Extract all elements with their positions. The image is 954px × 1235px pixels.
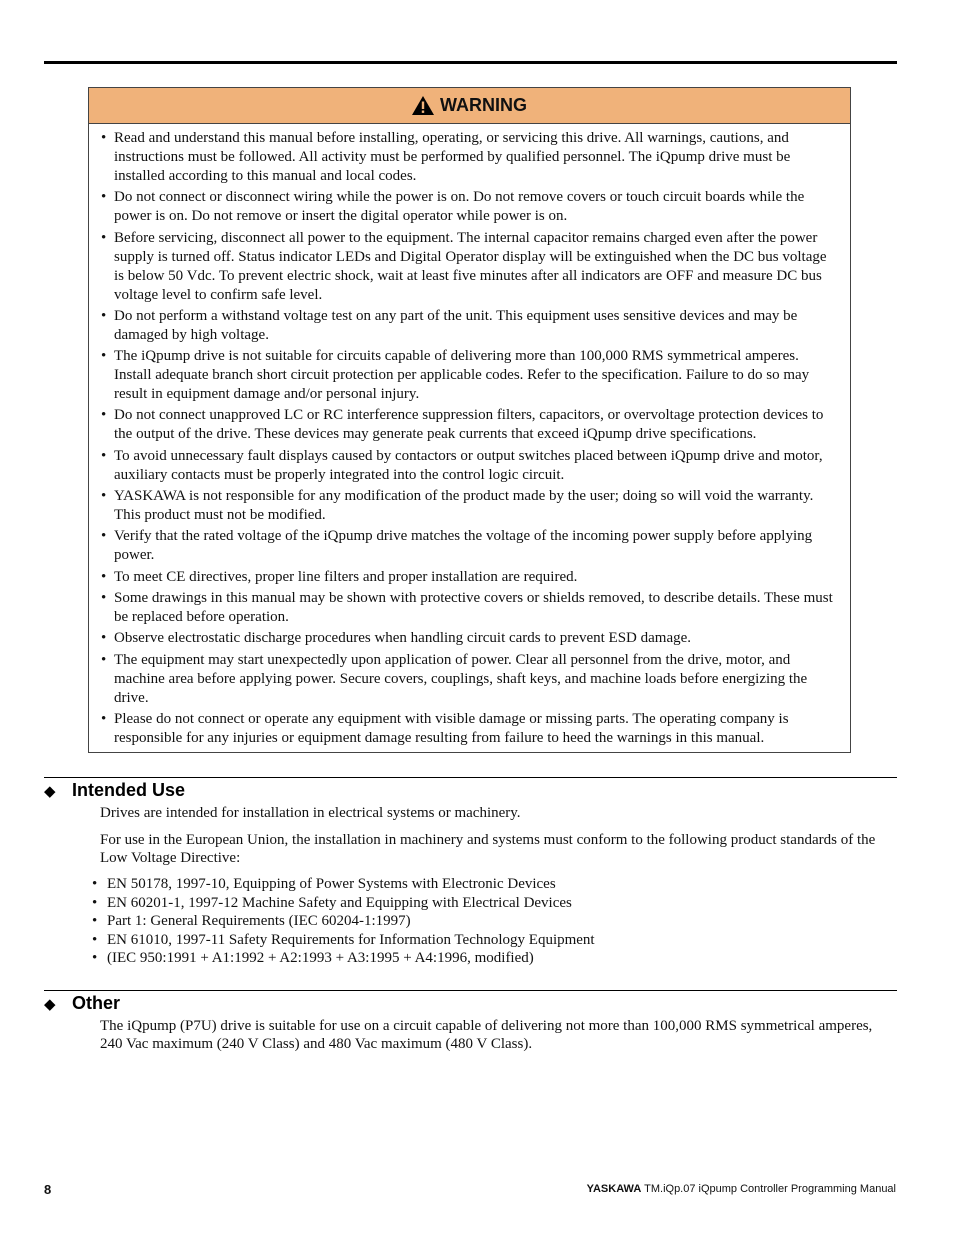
warning-item: • Do not connect or disconnect wiring while the power is on. Do not remove covers or touch circuit boards while the power is on. Do not remove or insert the digital operator while power is on. [99,188,840,226]
intended-use-paragraph: Drives are intended for installation in electrical systems or machinery. [100,805,521,821]
warning-item: • Do not connect unapproved LC or RC interference suppression filters, capacitors, or overvoltage protection devices to the output of the drive. These devices may generate peak currents that exceed iQpump drive specifications. [99,406,840,444]
diamond-bullet-icon: ◆ [44,995,56,1013]
footer [587,1183,896,1195]
footer-brand: YASKAWA [586,1183,642,1195]
warning-item: • To avoid unnecessary fault displays caused by contactors or output switches placed between iQpump drive and motor, auxiliary contacts must be properly integrated into the control logic circuit. [99,447,840,485]
warning-box [88,87,851,753]
warning-title: WARNING [440,95,527,115]
intended-use-heading [44,780,185,801]
standards-list-item: • (IEC 950:1991 + A1:1992 + A2:1993 + A3:1995 + A4:1996, modified) [92,949,595,968]
standards-list-item: • EN 50178, 1997-10, Equipping of Power Systems with Electronic Devices [92,875,595,894]
warning-item: • Do not perform a withstand voltage test on any part of the unit. This equipment uses sensitive devices and may be damaged by high voltage. [99,307,840,345]
section-heading-text: Other [72,993,121,1013]
warning-header [89,88,850,124]
warning-item: • Before servicing, disconnect all power to the equipment. The internal capacitor remains charged even after the power supply is turned off. Status indicator LEDs and Digital Operator display will be extinguished when the DC bus voltage is below 50 Vdc. To prevent electric shock, wait at least five minutes after all indicators are OFF and measure DC bus voltage level to confirm safe level. [99,229,840,305]
section-rule [44,990,897,991]
warning-item: • The iQpump drive is not suitable for circuits capable of delivering more than 100,000 RMS symmetrical amperes. Install adequate branch short circuit protection per applicable codes. Refer to the specification. Failure to do so may result in equipment damage and/or personal injury. [99,347,840,404]
warning-item: • Some drawings in this manual may be shown with protective covers or shields removed, to describe details. These must be replaced before operation. [99,589,840,627]
warning-item: • To meet CE directives, proper line filters and proper installation are required. [99,568,840,587]
warning-item: • The equipment may start unexpectedly upon application of power. Clear all personnel from the drive, motor, and machine area before applying power. Secure covers, couplings, shaft keys, and machine loads before energizing the drive. [99,651,840,708]
page-number: 8 [44,1182,52,1197]
other-paragraph: The iQpump (P7U) drive is suitable for use on a circuit capable of delivering not more than 100,000 RMS symmetrical amperes, 240 Vac maximum (240 V Class) and 480 Vac maximum (480 V Class). [100,1018,873,1052]
standards-list-item: • EN 60201-1, 1997-12 Machine Safety and Equipping with Electrical Devices [92,894,595,913]
warning-triangle-icon [412,96,434,115]
section-heading-text: Intended Use [72,780,186,800]
standards-list-item: • Part 1: General Requirements (IEC 60204-1:1997) [92,912,595,931]
intended-use-paragraph: For use in the European Union, the installation in machinery and systems must conform to the following product standards of the Low Voltage Directive: [100,832,876,866]
standards-list [92,875,595,968]
warning-item: • YASKAWA is not responsible for any modification of the product made by the user; doing so will void the warranty. This product must not be modified. [99,487,840,525]
warning-item: • Please do not connect or operate any equipment with visible damage or missing parts. The operating company is responsible for any injuries or equipment damage resulting from failure to heed the warnings in this manual. [99,710,840,748]
warning-list [89,124,850,748]
section-rule [44,777,897,778]
diamond-bullet-icon: ◆ [44,782,56,800]
warning-item: • Verify that the rated voltage of the iQpump drive matches the voltage of the incoming power supply before applying power. [99,527,840,565]
warning-item: • Read and understand this manual before installing, operating, or servicing this drive. All warnings, cautions, and instructions must be followed. All activity must be performed by qualified personnel. The iQpump drive must be installed according to this manual and local codes. [99,129,840,186]
warning-item: • Observe electrostatic discharge procedures when handling circuit cards to prevent ESD damage. [99,629,840,648]
top-rule [44,61,897,64]
footer-doc-title: TM.iQp.07 iQpump Controller Programming Manual [644,1183,896,1195]
other-heading [44,993,120,1014]
standards-list-item: • EN 61010, 1997-11 Safety Requirements for Information Technology Equipment [92,931,595,950]
